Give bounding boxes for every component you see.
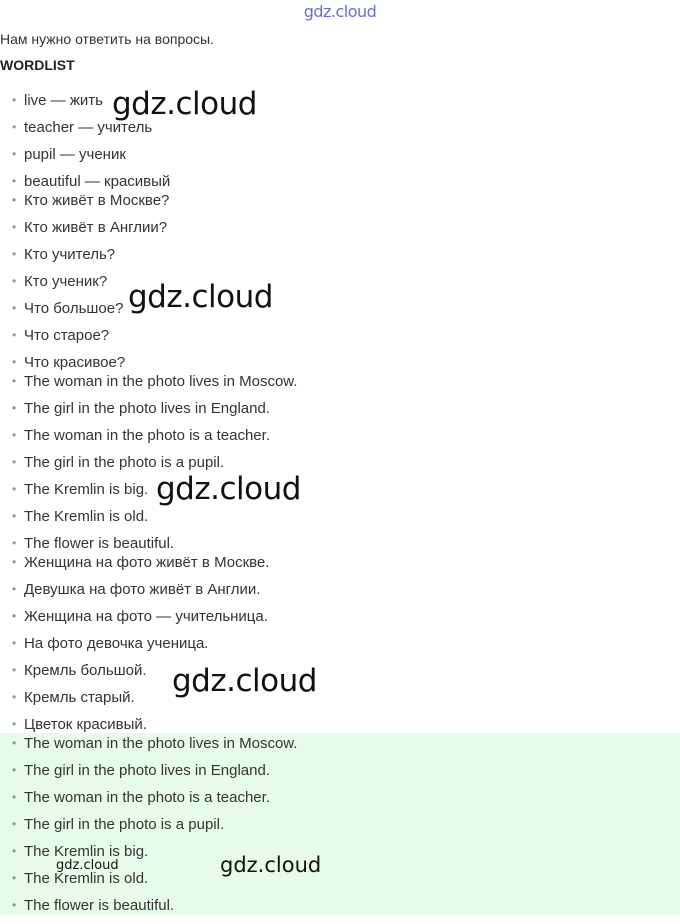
final-answer-list (0, 735, 297, 924)
bullet-icon: • (12, 174, 17, 188)
bullet-icon: • (12, 717, 17, 731)
list-item-text: The woman in the photo is a teacher. (24, 789, 270, 806)
bullet-icon: • (12, 844, 17, 858)
bullet-icon: • (12, 301, 17, 315)
bullet-icon: • (12, 401, 17, 415)
list-item-text: The woman in the photo is a teacher. (24, 427, 270, 444)
list-item-text: live — жить (24, 92, 103, 109)
final-answer-item (0, 789, 297, 816)
watermark: gdz.cloud (156, 471, 301, 507)
bullet-icon: • (12, 455, 17, 469)
question-item (0, 219, 169, 246)
list-item-text: Цветок красивый. (24, 716, 147, 733)
bullet-icon: • (12, 690, 17, 704)
bullet-icon: • (12, 247, 17, 261)
bullet-icon: • (12, 93, 17, 107)
answer-item (0, 427, 297, 454)
bullet-icon: • (12, 898, 17, 912)
bullet-icon: • (12, 428, 17, 442)
bullet-icon: • (12, 355, 17, 369)
question-item (0, 246, 169, 273)
list-item-text: На фото девочка ученица. (24, 635, 209, 652)
final-answer-item (0, 762, 297, 789)
watermark: gdz.cloud (112, 86, 257, 122)
watermark: gdz.cloud (128, 279, 273, 315)
bullet-icon: • (12, 193, 17, 207)
list-item-text: The woman in the photo lives in Moscow. (24, 735, 298, 752)
list-item-text: Женщина на фото живёт в Москве. (24, 554, 270, 571)
list-item-text: Кремль старый. (24, 689, 135, 706)
list-item-text: The woman in the photo lives in Moscow. (24, 373, 298, 390)
bullet-icon: • (12, 609, 17, 623)
bullet-icon: • (12, 582, 17, 596)
list-item-text: Девушка на фото живёт в Англии. (24, 581, 261, 598)
bullet-icon: • (12, 482, 17, 496)
list-item-text: pupil — ученик (24, 146, 126, 163)
site-logo: gdz.cloud (303, 2, 377, 21)
answer-list-en (0, 373, 297, 562)
word-item (0, 119, 170, 146)
bullet-icon: • (12, 536, 17, 550)
list-item-text: The Kremlin is old. (24, 870, 149, 887)
list-item-text: The girl in the photo lives in England. (24, 762, 270, 779)
answer-item (0, 373, 297, 400)
list-item-text: beautiful — красивый (24, 173, 171, 190)
list-item-text: Что старое? (24, 327, 110, 344)
bullet-icon: • (12, 736, 17, 750)
list-item-text: teacher — учитель (24, 119, 153, 136)
bullet-icon: • (12, 147, 17, 161)
bullet-icon: • (12, 555, 17, 569)
list-item-text: The flower is beautiful. (24, 535, 175, 552)
final-answer-item (0, 816, 297, 843)
watermark: gdz.cloud (220, 853, 322, 877)
bullet-icon: • (12, 790, 17, 804)
list-item-text: The Kremlin is big. (24, 843, 149, 860)
bullet-icon: • (12, 636, 17, 650)
translation-item (0, 554, 269, 581)
answer-item (0, 400, 297, 427)
word-item (0, 146, 170, 173)
list-item-text: Кто учитель? (24, 246, 116, 263)
bullet-icon: • (12, 817, 17, 831)
bullet-icon: • (12, 274, 17, 288)
final-answer-item (0, 897, 297, 924)
answer-item (0, 508, 297, 535)
list-item-text: Что красивое? (24, 354, 126, 371)
list-item-text: The girl in the photo is a pupil. (24, 454, 225, 471)
bullet-icon: • (12, 763, 17, 777)
list-item-text: The flower is beautiful. (24, 897, 175, 914)
list-item-text: Что большое? (24, 300, 124, 317)
intro-text: Нам нужно ответить на вопросы. (0, 31, 214, 47)
watermark: gdz.cloud (56, 858, 119, 873)
list-item-text: Кто ученик? (24, 273, 108, 290)
final-answer-item (0, 735, 297, 762)
bullet-icon: • (12, 220, 17, 234)
list-item-text: Женщина на фото — учительница. (24, 608, 268, 625)
bullet-icon: • (12, 871, 17, 885)
translation-item (0, 581, 269, 608)
question-item (0, 327, 169, 354)
bullet-icon: • (12, 663, 17, 677)
list-item-text: Кремль большой. (24, 662, 147, 679)
bullet-icon: • (12, 120, 17, 134)
list-item-text: The girl in the photo lives in England. (24, 400, 270, 417)
list-item-text: The Kremlin is big. (24, 481, 149, 498)
list-item-text: The girl in the photo is a pupil. (24, 816, 225, 833)
wordlist-title: WORDLIST (0, 57, 75, 73)
list-item-text: Кто живёт в Москве? (24, 192, 170, 209)
bullet-icon: • (12, 328, 17, 342)
translation-item (0, 635, 269, 662)
list-item-text: The Kremlin is old. (24, 508, 149, 525)
bullet-icon: • (12, 374, 17, 388)
translation-item (0, 608, 269, 635)
bullet-icon: • (12, 509, 17, 523)
list-item-text: Кто живёт в Англии? (24, 219, 168, 236)
watermark: gdz.cloud (172, 663, 317, 699)
answer-list-ru (0, 554, 269, 743)
question-item (0, 192, 169, 219)
